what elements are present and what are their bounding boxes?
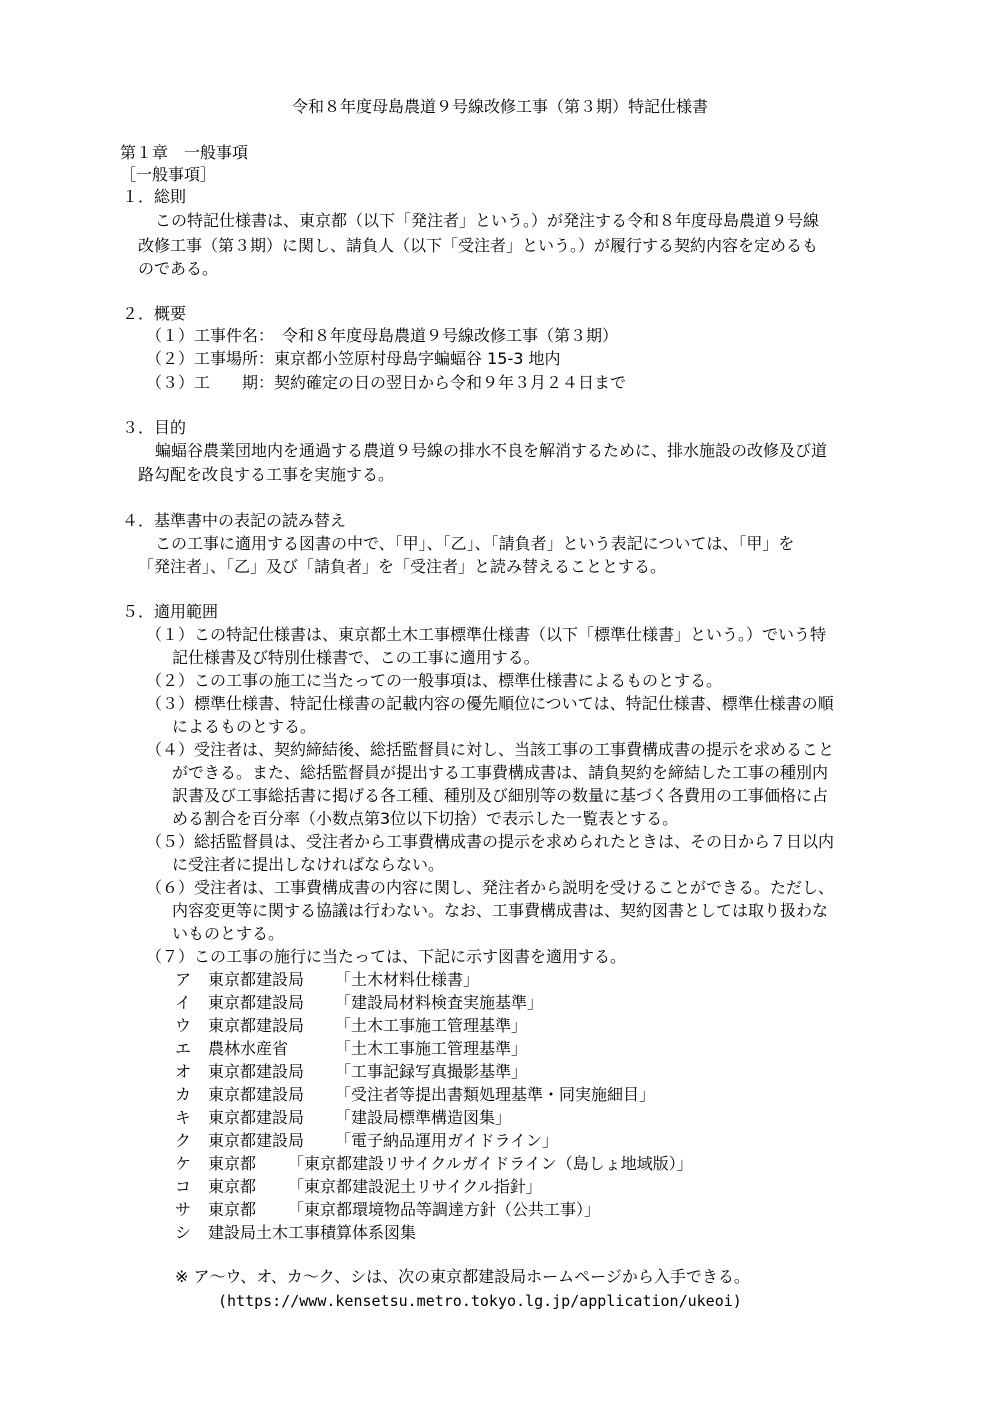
scope-item: （３）標準仕様書、特記仕様書の記載内容の優先順位については、特記仕様書、標準仕様書の順 <box>146 694 834 713</box>
document-list-item <box>0 1153 1000 1175</box>
issuing-organization: 東京都建設局 <box>208 993 305 1012</box>
paragraph-line: この特記仕様書は、東京都（以下「発注者」という。）が発注する令和８年度母島農道９号線 <box>155 211 820 230</box>
heading-purpose: ３．目的 <box>122 418 187 437</box>
scope-item-cont: に受注者に提出しなければならない。 <box>172 855 445 874</box>
list-marker: ア <box>175 970 192 989</box>
overview-item: （３）工 期：契約確定の日の翌日から令和９年３月２４日まで <box>146 373 627 392</box>
document-list-item <box>0 1061 1000 1083</box>
document-list-item <box>0 969 1000 991</box>
issuing-organization: 農林水産省 <box>208 1039 289 1058</box>
paragraph-line: のである。 <box>138 259 219 278</box>
document-list-item <box>0 992 1000 1014</box>
overview-item: （２）工事場所：東京都小笠原村母島字蝙蝠谷 15-3 地内 <box>146 349 561 368</box>
document-name: 「建設局標準構造図集」 <box>335 1108 512 1127</box>
document-name: 「工事記録写真撮影基準」 <box>335 1062 528 1081</box>
document-title: 令和８年度母島農道９号線改修工事（第３期）特記仕様書 <box>291 97 708 116</box>
document-list-item <box>0 1107 1000 1129</box>
issuing-organization: 東京都 <box>208 1177 257 1196</box>
reference-url[interactable]: (https://www.kensetsu.metro.tokyo.lg.jp/application/ukeoi) <box>218 1292 742 1310</box>
scope-item: （２）この工事の施工に当たっての一般事項は、標準仕様書によるものとする。 <box>146 671 723 690</box>
scope-item-cont: 訳書及び工事総括書に掲げる各工種、種別及び細別等の数量に基づく各費用の工事価格に占 <box>172 786 829 805</box>
scope-item: （７）この工事の施行に当たっては、下記に示す図書を適用する。 <box>146 947 627 966</box>
issuing-organization: 東京都建設局 <box>208 1016 305 1035</box>
scope-item: （４）受注者は、契約締結後、総括監督員に対し、当該工事の工事費構成書の提示を求めること <box>146 740 835 759</box>
document-name: 「東京都建設リサイクルガイドライン（島しょ地域版）」 <box>288 1154 693 1173</box>
list-marker: シ <box>175 1223 192 1242</box>
paragraph-line: 路勾配を改良する工事を実施する。 <box>138 465 395 484</box>
document-name: 「受注者等提出書類処理基準・同実施細目」 <box>335 1085 656 1104</box>
issuing-organization: 東京都建設局 <box>208 1131 305 1150</box>
document-name: 「建設局材料検査実施基準」 <box>335 993 544 1012</box>
issuing-organization: 東京都建設局 <box>208 1085 305 1104</box>
chapter-heading: 第１章 一般事項 <box>120 143 249 162</box>
scope-item-cont: 記仕様書及び特別仕様書で、この工事に適用する。 <box>172 648 540 667</box>
scope-item-cont: いものとする。 <box>172 924 285 943</box>
scope-item: （５）総括監督員は、受注者から工事費構成書の提示を求められたときは、その日から７日以内 <box>146 832 835 851</box>
heading-term-replacement: ４．基準書中の表記の読み替え <box>122 511 347 530</box>
list-marker: ク <box>175 1131 192 1150</box>
scope-item-cont: 内容変更等に関する協議は行わない。なお、工事費構成書は、契約図書としては取り扱わな <box>172 901 829 920</box>
paragraph-line: 蝙蝠谷農業団地内を通過する農道９号線の排水不良を解消するために、排水施設の改修及び道 <box>155 441 828 460</box>
document-name: 「東京都建設泥土リサイクル指針」 <box>288 1177 542 1196</box>
list-marker: サ <box>175 1200 192 1219</box>
list-marker: コ <box>175 1177 192 1196</box>
scope-item-cont: ができる。また、総括監督員が提出する工事費構成書は、請負契約を締結した工事の種別内 <box>172 763 829 782</box>
document-name: 「東京都環境物品等調達方針（公共工事）」 <box>288 1200 601 1219</box>
document-list-item <box>0 1222 1000 1244</box>
scope-item-cont: める割合を百分率（小数点第3位以下切捨）で表示した一覧表とする。 <box>172 809 679 828</box>
issuing-organization: 東京都建設局 <box>208 1108 305 1127</box>
document-name: 「土木工事施工管理基準」 <box>335 1039 528 1058</box>
paragraph-line: 「発注者」、「乙」及び「請負者」を「受注者」と読み替えることとする。 <box>138 557 667 576</box>
document-list-item <box>0 1084 1000 1106</box>
heading-general-rules: １．総則 <box>122 187 187 206</box>
overview-item: （１）工事件名： 令和８年度母島農道９号線改修工事（第３期） <box>146 326 619 345</box>
list-marker: カ <box>175 1085 192 1104</box>
list-marker: エ <box>175 1039 192 1058</box>
document-name: 「土木工事施工管理基準」 <box>335 1016 528 1035</box>
scope-item-cont: によるものとする。 <box>172 717 317 736</box>
issuing-organization: 東京都建設局 <box>208 1062 305 1081</box>
issuing-organization: 建設局土木工事積算体系図集 <box>208 1223 417 1242</box>
document-name: 「土木材料仕様書」 <box>335 970 480 989</box>
scope-item: （１）この特記仕様書は、東京都土木工事標準仕様書（以下「標準仕様書」という。）でいう特 <box>146 625 827 644</box>
paragraph-line: この工事に適用する図書の中で、「甲」、「乙」、「請負者」という表記については、「甲」を <box>155 534 795 553</box>
issuing-organization: 東京都 <box>208 1154 257 1173</box>
document-name: 「電子納品運用ガイドライン」 <box>335 1131 559 1150</box>
list-marker: ウ <box>175 1016 192 1035</box>
document-list-item <box>0 1199 1000 1221</box>
paragraph-line: 改修工事（第３期）に関し、請負人（以下「受注者」という。）が履行する契約内容を定めるも <box>138 236 819 255</box>
section-heading: ［一般事項］ <box>120 165 217 184</box>
heading-overview: ２．概要 <box>122 304 187 323</box>
list-marker: イ <box>175 993 192 1012</box>
list-marker: ケ <box>175 1154 192 1173</box>
document-list-item <box>0 1015 1000 1037</box>
scope-item: （６）受注者は、工事費構成書の内容に関し、発注者から説明を受けることができる。ただし、 <box>146 878 835 897</box>
issuing-organization: 東京都 <box>208 1200 257 1219</box>
list-marker: キ <box>175 1108 192 1127</box>
document-list-item <box>0 1038 1000 1060</box>
issuing-organization: 東京都建設局 <box>208 970 305 989</box>
list-marker: オ <box>175 1062 192 1081</box>
heading-scope: ５．適用範囲 <box>122 602 219 621</box>
document-list-item <box>0 1130 1000 1152</box>
document-list-item <box>0 1176 1000 1198</box>
availability-note: ※ ア～ウ、オ、カ～ク、シは、次の東京都建設局ホームページから入手できる。 <box>175 1267 750 1286</box>
